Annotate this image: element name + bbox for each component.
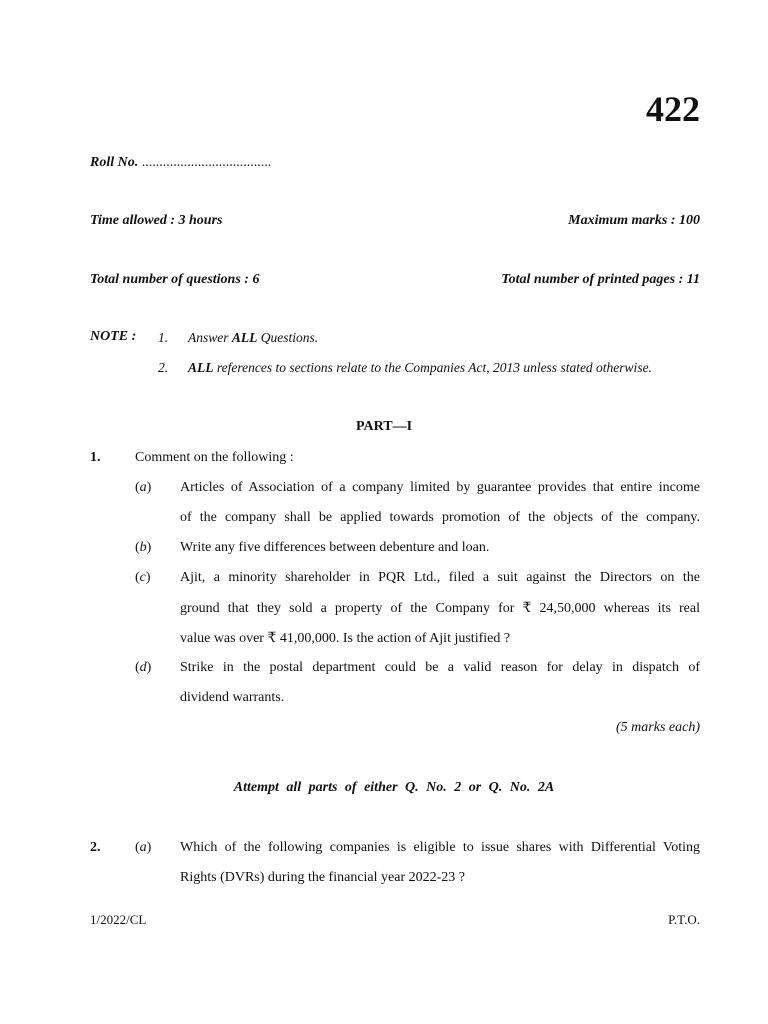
- note-item-num: 1.: [158, 330, 169, 345]
- part-a-line: Articles of Association of a company limited by guarantee provides that entire income: [180, 480, 700, 495]
- note-item-2: [188, 360, 652, 376]
- time-allowed: Time allowed : 3 hours: [90, 213, 223, 228]
- roll-no-dots: .....................................: [141, 155, 272, 170]
- part-b-line: Write any five differences between debenture and loan.: [180, 540, 490, 555]
- maximum-marks: Maximum marks : 100: [568, 213, 700, 228]
- note-item-1: [188, 330, 318, 346]
- part-c-line: ground that they sold a property of the Company for ₹ 24,50,000 whereas its real: [180, 601, 700, 616]
- part-label: (a): [135, 480, 152, 495]
- footer-pto: P.T.O.: [668, 912, 700, 927]
- total-pages: Total number of printed pages : 11: [501, 272, 700, 287]
- footer-code: 1/2022/CL: [90, 912, 147, 927]
- part-heading: PART—I: [355, 419, 413, 434]
- marks-note: (5 marks each): [616, 720, 700, 735]
- question-number: 1.: [90, 450, 101, 465]
- part-d-line: dividend warrants.: [180, 690, 285, 705]
- note-item-text: references to sections relate to the Companies Act, 2013 unless stated otherwise.: [216, 360, 652, 375]
- part-label: (d): [135, 660, 152, 675]
- paper-code: 422: [646, 89, 700, 129]
- question-intro: Comment on the following :: [135, 450, 294, 465]
- part-c-line: Ajit, a minority shareholder in PQR Ltd., filed a suit against the Directors on the: [180, 570, 700, 585]
- part-c-line: value was over ₹ 41,00,000. Is the action of Ajit justified ?: [180, 631, 511, 646]
- roll-no-label: Roll No.: [90, 155, 139, 170]
- total-questions: Total number of questions : 6: [90, 272, 260, 287]
- note-item-emphasis: ALL: [231, 330, 258, 345]
- question-number: 2.: [90, 840, 101, 855]
- part-d-line: Strike in the postal department could be a valid reason for delay in dispatch of: [180, 660, 700, 675]
- part-label: (c): [135, 570, 151, 585]
- note-item-text: Questions.: [260, 330, 319, 345]
- part-a-line: of the company shall be applied towards promotion of the objects of the company.: [180, 510, 700, 525]
- note-item-emphasis: ALL: [188, 360, 214, 375]
- note-item-num: 2.: [158, 360, 169, 375]
- note-label: NOTE :: [90, 329, 137, 344]
- attempt-instruction: Attempt all parts of either Q. No. 2 or Q. No. 2A: [233, 780, 555, 795]
- part-label: (b): [135, 540, 152, 555]
- q2-line: Which of the following companies is eligible to issue shares with Differential Voting: [180, 840, 700, 855]
- part-label: (a): [135, 840, 152, 855]
- roll-no: [90, 155, 271, 171]
- note-item-text: Answer: [188, 330, 229, 345]
- q2-line: Rights (DVRs) during the financial year 2022-23 ?: [180, 870, 465, 885]
